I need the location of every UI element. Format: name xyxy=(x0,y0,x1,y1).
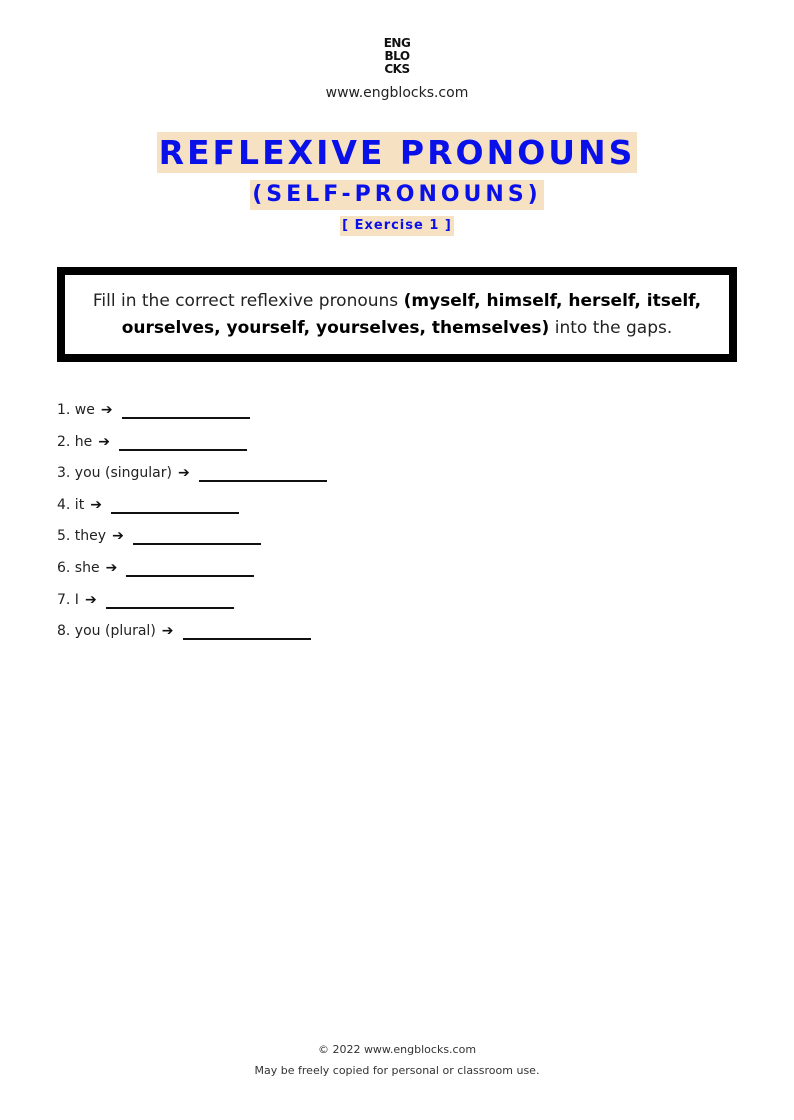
page-title: REFLEXIVE PRONOUNS xyxy=(158,133,636,172)
instructions-text xyxy=(93,288,701,342)
item-label: 8. you (plural) xyxy=(57,623,156,640)
instructions-options-line1: (myself, himself, herself, itself, xyxy=(403,290,702,311)
page-subtitle: (SELF-PRONOUNS) xyxy=(250,180,544,210)
exercise-item xyxy=(57,463,657,495)
arrow-icon: ➔ xyxy=(100,402,113,418)
exercise-item xyxy=(57,558,657,590)
instructions-suffix: into the gaps. xyxy=(549,317,673,338)
exercise-wrap xyxy=(0,214,794,236)
item-label: 5. they xyxy=(57,528,107,545)
title-wrap xyxy=(0,132,794,173)
instructions-prefix: Fill in the correct reflexive pronouns xyxy=(92,290,404,311)
exercise-item xyxy=(57,400,657,432)
arrow-icon: ➔ xyxy=(177,465,190,482)
answer-blank[interactable] xyxy=(119,432,247,451)
item-label: 6. she xyxy=(57,559,100,576)
answer-blank[interactable] xyxy=(199,463,327,482)
footer-note: May be freely copied for personal or classroom use. xyxy=(254,1064,540,1077)
arrow-icon: ➔ xyxy=(161,623,174,640)
item-label: 1. we xyxy=(57,402,95,418)
logo-line-2: BLO xyxy=(384,49,410,63)
answer-blank[interactable] xyxy=(126,558,254,577)
arrow-icon: ➔ xyxy=(112,528,124,545)
arrow-icon: ➔ xyxy=(105,559,118,576)
item-label: 4. it xyxy=(57,496,85,513)
site-url: www.engblocks.com xyxy=(325,85,469,101)
exercise-item xyxy=(57,432,657,464)
exercise-item xyxy=(57,495,657,527)
item-label: 7. I xyxy=(57,591,79,608)
arrow-icon: ➔ xyxy=(90,496,102,513)
logo-line-1: ENG xyxy=(383,36,411,50)
engblocks-logo xyxy=(0,37,794,76)
logo-line-3: CKS xyxy=(384,62,410,76)
footer-copyright: © 2022 www.engblocks.com xyxy=(317,1043,477,1056)
instructions-box xyxy=(57,267,737,362)
arrow-icon: ➔ xyxy=(84,591,97,608)
item-label: 2. he xyxy=(57,433,93,450)
exercise-item xyxy=(57,621,657,653)
arrow-icon: ➔ xyxy=(98,433,111,450)
item-label: 3. you (singular) xyxy=(57,465,172,482)
exercise-item xyxy=(57,590,657,622)
exercise-label: [ Exercise 1 ] xyxy=(340,216,454,236)
answer-blank[interactable] xyxy=(133,526,261,545)
subtitle-wrap xyxy=(0,180,794,210)
answer-blank[interactable] xyxy=(122,400,250,419)
instructions-options-line2: ourselves, yourself, yourselves, themselves) xyxy=(121,317,550,338)
answer-blank[interactable] xyxy=(183,621,311,640)
answer-blank[interactable] xyxy=(111,495,239,514)
exercise-item xyxy=(57,526,657,558)
answer-blank[interactable] xyxy=(106,590,234,609)
exercise-list xyxy=(57,400,657,653)
